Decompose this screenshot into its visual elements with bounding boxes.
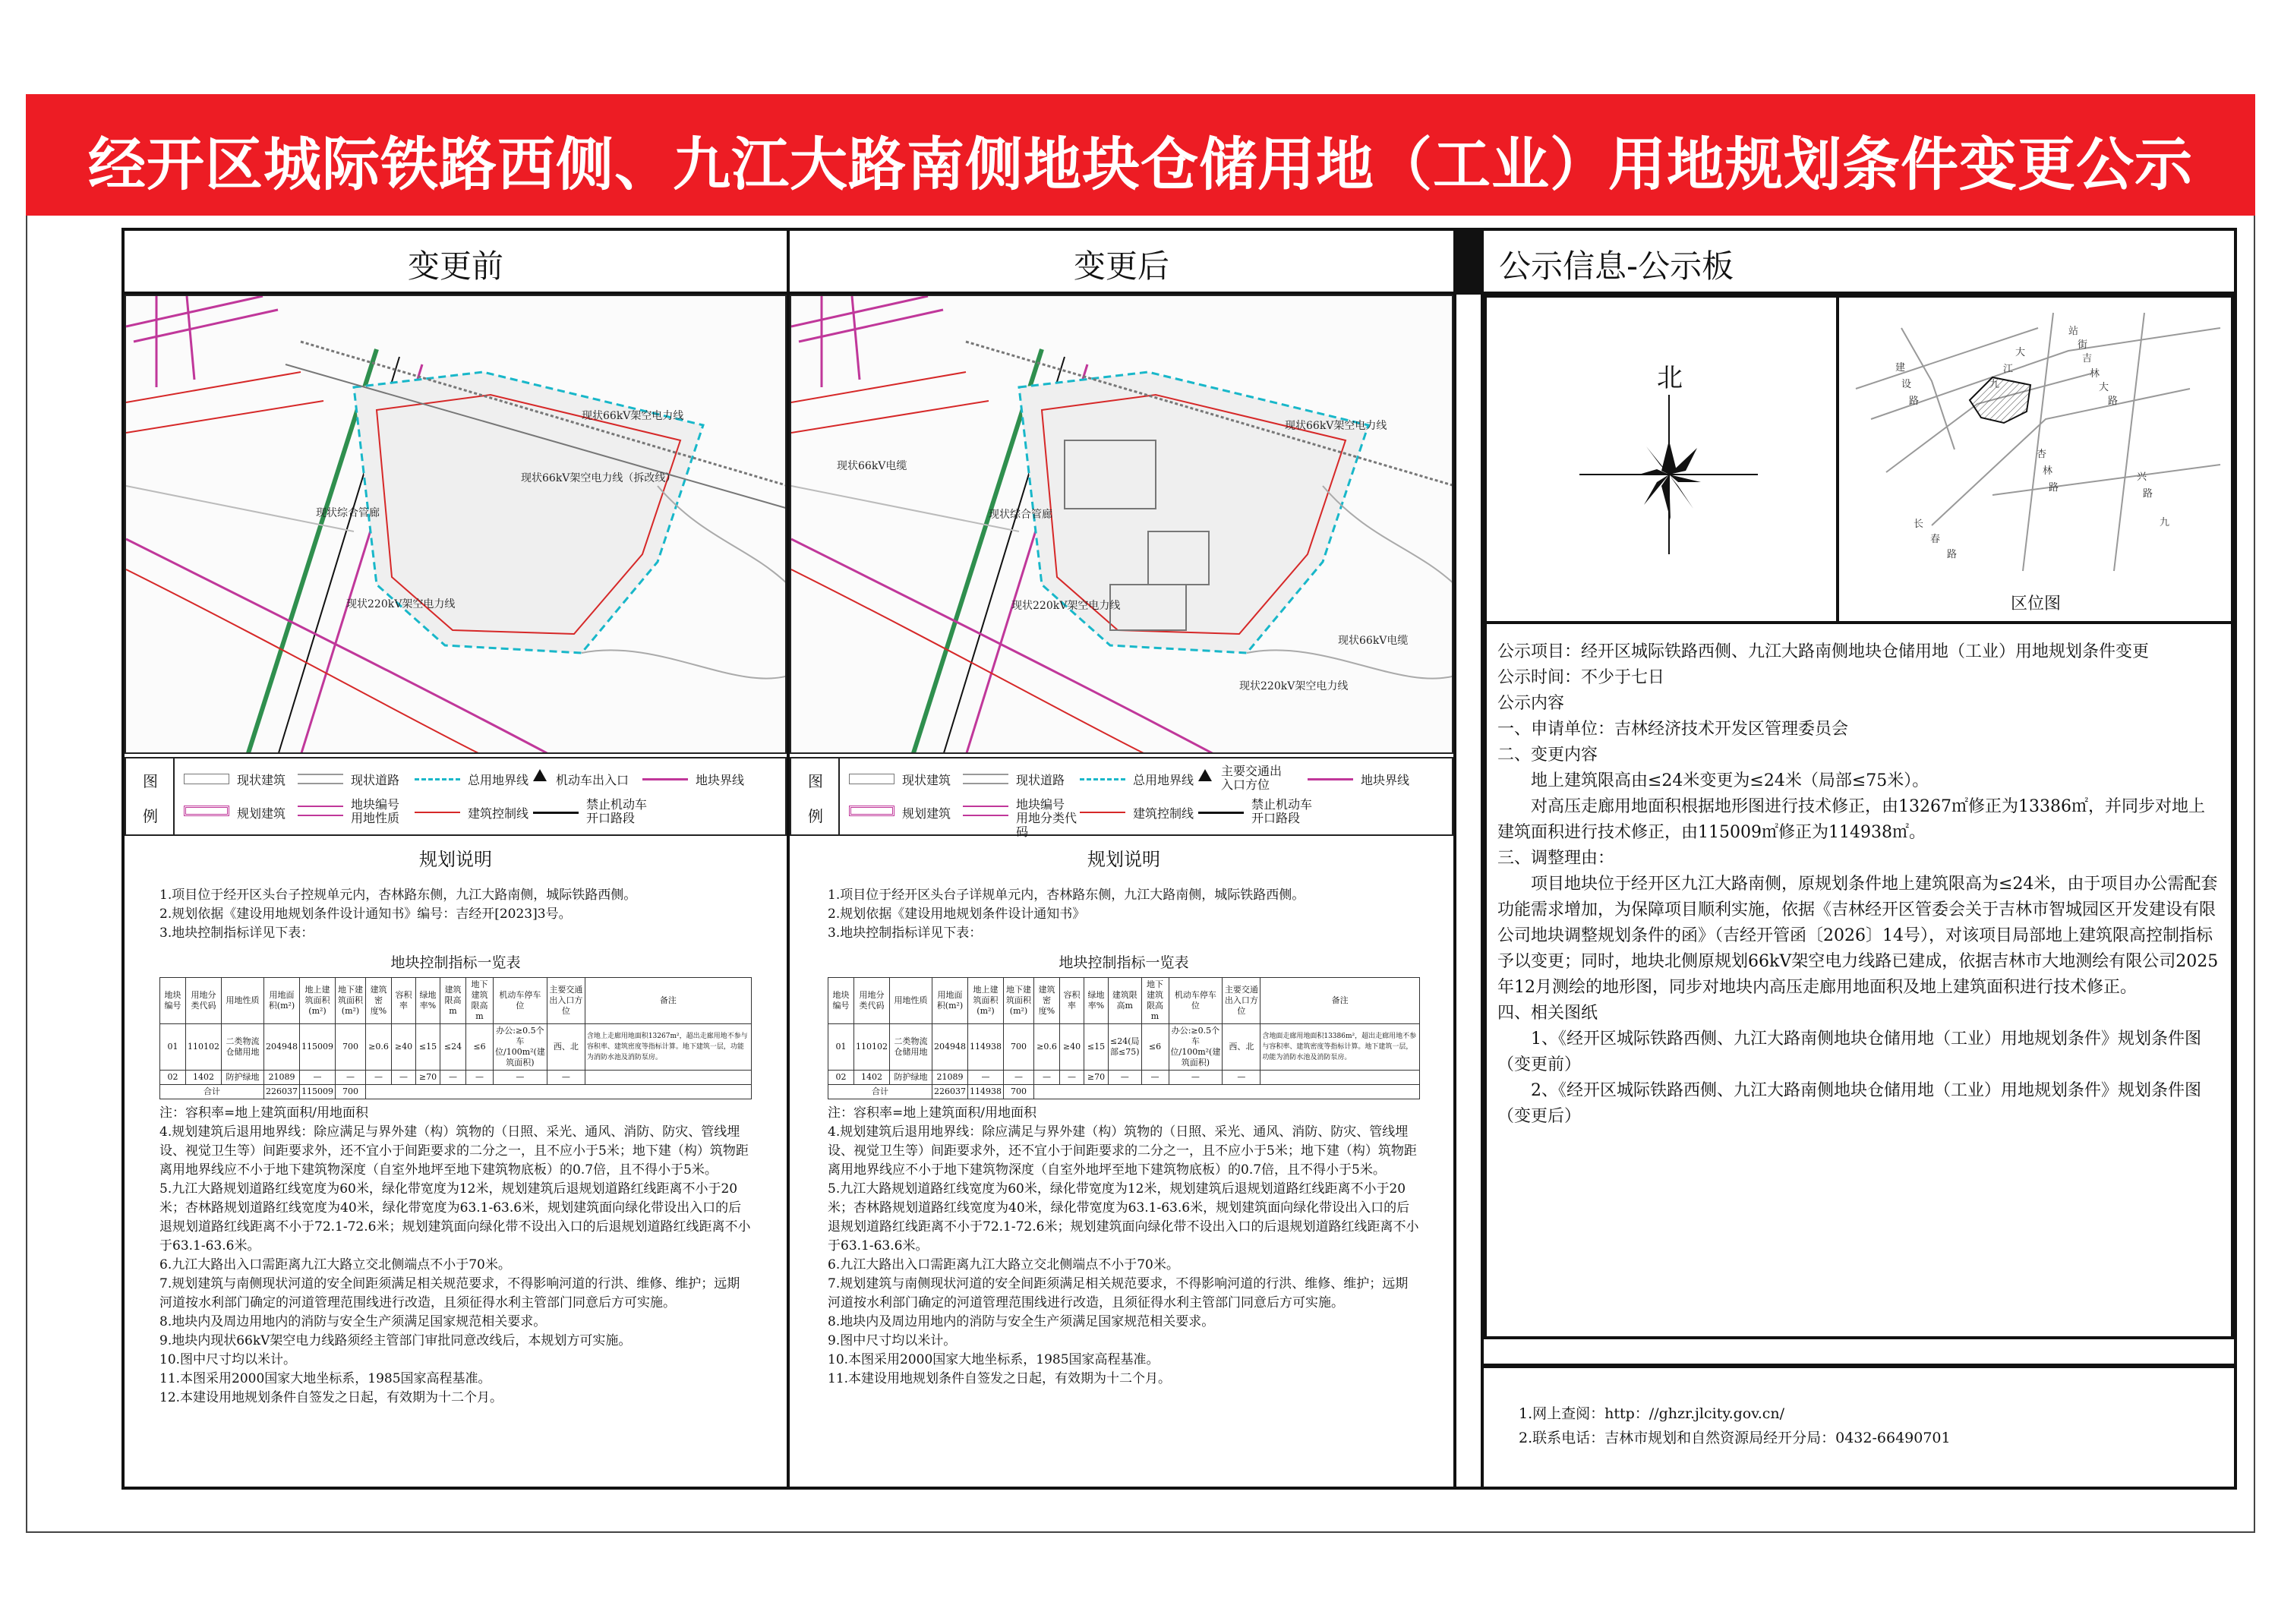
legend-label: 地块编号 用地性质 [351, 797, 400, 825]
legend-label: 规划建筑 [237, 806, 286, 821]
table-header: 地块编号 用地分类代码 用地性质 用地面积(m²) 地上建筑面积(m²) 地下建筑面积(m²) 建筑密度% 容积率 绿地率% 建筑限高m 地下建筑限高m 机动车停车位 主要交通出入口方位 备注 [828, 978, 1420, 1024]
legend-label: 地块界线 [1361, 773, 1410, 787]
page-title: 经开区城际铁路西侧、九江大路南侧地块仓储用地（工业）用地规划条件变更公示 [88, 131, 2193, 198]
map-label: 现状220kV架空电力线 [1011, 600, 1121, 612]
table-title: 地块控制指标一览表 [1059, 954, 1189, 971]
table-total-row: 合计 226037 114938 700 [828, 1085, 1420, 1099]
table-row: 02 1402 防护绿地 21089 — — — — ≥70 — — — — [828, 1071, 1420, 1085]
panel-title-after: 变更后 [1073, 248, 1169, 285]
panel-title-info: 公示信息-公示板 [1499, 248, 1734, 285]
site-map-before [125, 295, 787, 754]
divider [1836, 295, 1839, 624]
notes-title: 规划说明 [419, 849, 492, 870]
notice-time: 公示时间：不少于七日 [1497, 668, 1665, 687]
map-label: 现状220kV架空电力线 [1239, 680, 1349, 692]
divider [1453, 228, 1456, 1490]
control-table-after [828, 977, 1420, 1099]
legend-label: 现状建筑 [902, 773, 951, 787]
panel-title-before: 变更前 [407, 248, 503, 285]
contact-info [1519, 1402, 2202, 1450]
legend-label: 地块界线 [696, 773, 745, 787]
legend-after: 图 例 现状建筑 现状道路 总用地界线 主要交通出入口方位 地块界线 规划建筑 地块编号 用地分类代码 建筑控制线 禁止机动车开口路段 [790, 757, 1453, 836]
legend-label: 主要交通出入口方位 [1221, 764, 1283, 792]
location-map [1841, 298, 2231, 621]
notice-content: 公示项目：经开区城际铁路西侧、九江大路南侧地块仓储用地（工业）用地规划条件变更 公示时间：不少于七日 公示内容 一、申请单位：吉林经济技术开发区管理委员会 二、变更内容 地上建筑限高由≤24米变更为≤24米（局部≤75米）。 对高压走廊用地面积根据地形图进行技术修正，由13267㎡修正为13386㎡，并同步对地上建筑面积进行技术修正，由115009㎡修正为114938㎡。 三、调整理由： 项目地块位于经开区九江大路南侧，原规划条件地上建筑限高为≤24米，由于项目办公需配套功能需求增加，为保障项目顺利实施，依据《吉林经开区管委会关于吉林市智城园区开发建设有限公司地块调整规划条件的函》（吉经开管函〔2026〕14号），对该项目局部地上建筑限高控制指标予以变更；同时，地块北侧原规划66kV架空电力线路已建成，依据吉林市大地测绘有限公司2025年12月测绘的地形图，同步对地块内高压走廊用地面积及地上建筑面积进行技术修正。 四、相关图纸 1、《经开区城际铁路西侧、九江大路南侧地块仓储用地（工业）用地规划条件》规划条件图（变更前） 2、《经开区城际铁路西侧、九江大路南侧地块仓储用地（工业）用地规划条件》规划条件图（变更后） [1497, 639, 2219, 1130]
table-row: 02 1402 防护绿地 21089 — — — — ≥70 — — — — [160, 1071, 752, 1085]
svg-text:建 设 路 大: 建 设 路 大 江 九 吉 林 大 路 杏 林 路 长 春 路 兴 路 九 站 街 [1895, 326, 2170, 560]
legend-before: 图 例 现状建筑 现状道路 总用地界线 机动车出入口 地块界线 规划建筑 地块编号 用地性质 建筑控制线 禁止机动车开口路段 [125, 757, 787, 836]
map-label: 现状综合管廊 [989, 509, 1052, 521]
location-map-drawing [1841, 298, 2231, 586]
table-title: 地块控制指标一览表 [390, 954, 521, 971]
site-map-after [790, 295, 1453, 754]
legend-label: 规划建筑 [902, 806, 951, 821]
compass-icon [1572, 349, 1762, 562]
map-label: 现状66kV架空电力线（拆改线） [521, 472, 677, 484]
legend-label: 地块编号 用地分类代码 [1016, 797, 1077, 839]
title-banner [26, 94, 2255, 216]
planning-notes-before: 规划说明 1.项目位于经开区头台子控规单元内，杏林路东侧，九江大路南侧，城际铁路西侧。 2.规划依据《建设用地规划条件设计通知书》编号：吉经开[2023]3号。 3.地块控制指标详见下表： 地块控制指标一览表 地块编号 用地分类代码 用地性质 用地面积(m²) 地上建筑面积(m²) 地下建筑面积(m²) 建筑密度% 容积率 绿地率% 建筑限高m 地下建筑限高m 机动车停车位 主要交通出入口方位 备注 01 110102 二类物流仓储用地 204948 115009 700 ≥0.6 ≥40 ≤15 ≤24 ≤6 办公:≥0.5个车位/100m²(建筑面积) 西、北 含地上走廊用地面积13267m²，超出走廊用地不参与容积率、建筑密度等指标计算。地下建筑一层，功能为消防水池及消防泵房。 02 1402 防护绿地 21089 — — — — ≥70 — — — — 合计 226037 115009 700 注：容积率=地上建筑面积/用地面积 4.规划建筑后退用地界线：除应满足与界外建（构）筑物的（日照、采光、通风、消防、防灾、管线埋设、视觉卫生等）间距要求外，还不宜小于间距要求的二分之一，且不应小于5米；地下建（构）筑物距离用地界线应不小于地下建筑物深度（自室外地坪至地下建筑物底板）的0.7倍，且不得小于5米。 5.九江大路规划道路红线宽度为60米，绿化带宽度为12米，规划建筑后退规划道路红线距离不小于20米；杏林路规划道路红线宽度为40米，绿化带宽度为63.1-63.6米，规划建筑面向绿化带设出入口的后退规划道路红线距离不小于72.1-72.6米；规划建筑面向绿化带不设出入口的后退规划道路红线距离不小于63.1-63.6米。 6.九江大路出入口需距离九江大路立交北侧端点不小于70米。 7.规划建筑与南侧现状河道的安全间距须满足相关规范要求，不得影响河道的行洪、维修、维护；远期河道按水利部门确定的河道管理范围线进行改造，且须征得水利主管部门同意后方可实施。 8.地块内及周边用地内的消防与安全生产须满足国家规范相关要求。 9.地块内现状66kV架空电力线路须经主管部门审批同意改线后，本规划方可实施。 10.图中尺寸均以米计。 11.本图采用2000国家大地坐标系，1985国家高程基准。 12.本建设用地规划条件自签发之日起，有效期为十二个月。 [159, 849, 751, 1405]
plan-drawing-after [791, 296, 1453, 754]
legend-label: 总用地界线 [468, 773, 529, 787]
legend-label: 建筑控制线 [1133, 806, 1194, 821]
map-label: 现状66kV电缆 [1338, 635, 1409, 647]
map-label: 现状220kV架空电力线 [346, 598, 456, 610]
legend-label: 总用地界线 [1133, 773, 1194, 787]
table-total-row: 合计 226037 115009 700 [160, 1085, 752, 1099]
planning-notes-after: 规划说明 1.项目位于经开区头台子详规单元内，杏林路东侧，九江大路南侧，城际铁路西侧。 2.规划依据《建设用地规划条件设计通知书》 3.地块控制指标详见下表： 地块控制指标一览表 地块编号 用地分类代码 用地性质 用地面积(m²) 地上建筑面积(m²) 地下建筑面积(m²) 建筑密度% 容积率 绿地率% 建筑限高m 地下建筑限高m 机动车停车位 主要交通出入口方位 备注 01 110102 二类物流仓储用地 204948 114938 700 ≥0.6 ≥40 ≤15 ≤24(局部≤75) ≤6 办公:≥0.5个车位/100m²(建筑面积) 西、北 含地面走廊用地面积13386m²，超出走廊用地不参与容积率、建筑密度等指标计算。地下建筑一层，功能为消防水池及消防泵房。 02 1402 防护绿地 21089 — — — — ≥70 — — — — 合计 226037 114938 700 注：容积率=地上建筑面积/用地面积 4.规划建筑后退用地界线：除应满足与界外建（构）筑物的（日照、采光、通风、消防、防灾、管线埋设、视觉卫生等）间距要求外，还不宜小于间距要求的二分之一，且不应小于5米；地下建（构）筑物距离用地界线应不小于地下建筑物深度（自室外地坪至地下建筑物底板）的0.7倍，且不得小于5米。 5.九江大路规划道路红线宽度为60米，绿化带宽度为12米，规划建筑后退规划道路红线距离不小于20米；杏林路规划道路红线宽度为40米，绿化带宽度为63.1-63.6米，规划建筑面向绿化带设出入口的后退规划道路红线距离不小于72.1-72.6米；规划建筑面向绿化带不设出入口的后退规划道路红线距离不小于63.1-63.6米。 6.九江大路出入口需距离九江大路立交北侧端点不小于70米。 7.规划建筑与南侧现状河道的安全间距须满足相关规范要求，不得影响河道的行洪、维修、维护；远期河道按水利部门确定的河道管理范围线进行改造，且须征得水利主管部门同意后方可实施。 8.地块内及周边用地内的消防与安全生产须满足国家规范相关要求。 9.图中尺寸均以米计。 10.本图采用2000国家大地坐标系，1985国家高程基准。 11.本建设用地规划条件自签发之日起，有效期为十二个月。 [828, 849, 1419, 1386]
legend-label: 禁止机动车开口路段 [586, 797, 648, 825]
phone-number: 2.联系电话：吉林市规划和自然资源局经开分局：0432-66490701 [1519, 1430, 1951, 1446]
web-link[interactable]: 1.网上查阅：http：//ghzr.jlcity.gov.cn/ [1519, 1405, 1785, 1422]
notes-title: 规划说明 [1087, 849, 1160, 870]
legend-label: 禁止机动车开口路段 [1251, 797, 1313, 825]
legend-label: 现状建筑 [237, 773, 286, 787]
divider-block [1456, 231, 1481, 292]
north-arrow [1572, 349, 1762, 562]
legend-label: 现状道路 [351, 773, 400, 787]
table-header: 地块编号 用地分类代码 用地性质 用地面积(m²) 地上建筑面积(m²) 地下建筑面积(m²) 建筑密度% 容积率 绿地率% 建筑限高m 地下建筑限高m 机动车停车位 主要交通出入口方位 备注 [160, 978, 752, 1024]
legend-label: 建筑控制线 [468, 806, 529, 821]
plan-drawing-before [126, 296, 787, 754]
map-label: 现状66kV架空电力线 [1285, 420, 1387, 432]
legend-label: 现状道路 [1016, 773, 1065, 787]
legend-label: 机动车出入口 [556, 773, 629, 787]
divider [1484, 621, 2234, 624]
map-label: 现状综合管廊 [316, 507, 380, 519]
control-table-before [159, 977, 752, 1099]
location-map-caption: 区位图 [2010, 594, 2061, 613]
table-row: 01 110102 二类物流仓储用地 204948 114938 700 ≥0.6 ≥40 ≤15 ≤24(局部≤75) ≤6 办公:≥0.5个车位/100m²(建筑面积) 西、北 含地面走廊用地面积13386m²，超出走廊用地不参与容积率、建筑密度等指标计算。地下建筑一层，功能为消防水池及消防泵房。 [828, 1024, 1420, 1071]
north-label: 北 [1657, 363, 1683, 393]
notice-project: 公示项目：经开区城际铁路西侧、九江大路南侧地块仓储用地（工业）用地规划条件变更 [1497, 642, 2150, 661]
map-label: 现状66kV架空电力线 [582, 410, 684, 422]
map-label: 现状66kV电缆 [837, 460, 907, 472]
table-row: 01 110102 二类物流仓储用地 204948 115009 700 ≥0.6 ≥40 ≤15 ≤24 ≤6 办公:≥0.5个车位/100m²(建筑面积) 西、北 含地上走廊用地面积13267m²，超出走廊用地不参与容积率、建筑密度等指标计算。地下建筑一层，功能为消防水池及消防泵房。 [160, 1024, 752, 1071]
